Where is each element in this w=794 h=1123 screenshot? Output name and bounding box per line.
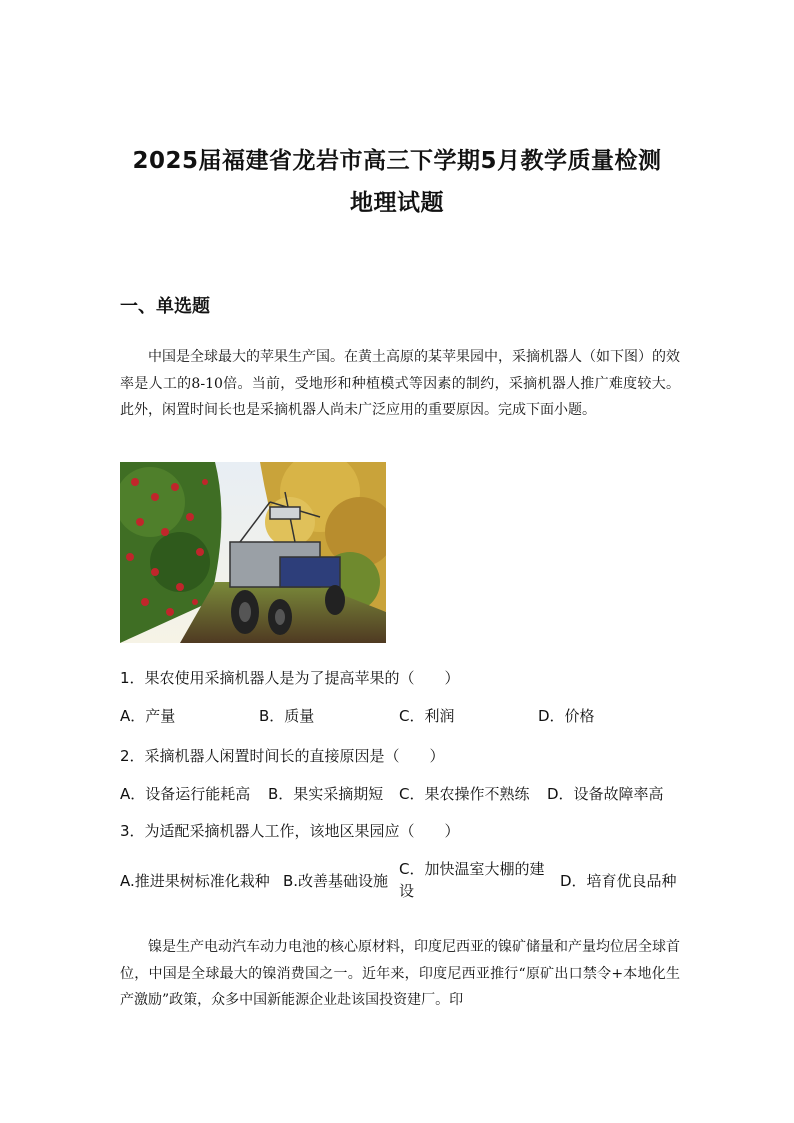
question-2-option-d: D．设备故障率高 (547, 785, 664, 803)
question-3-option-a: A.推进果树标准化栽种 (120, 872, 270, 890)
question-1-stem: 1．果农使用采摘机器人是为了提高苹果的（ ） (120, 669, 460, 687)
question-2-option-c: C．果农操作不熟练 (399, 785, 530, 803)
question-1-option-c: C．利润 (399, 707, 455, 725)
question-2-option-b: B．果实采摘期短 (268, 785, 384, 803)
question-3-stem: 3．为适配采摘机器人工作，该地区果园应（ ） (120, 822, 460, 840)
passage-1: 中国是全球最大的苹果生产国。在黄土高原的某苹果园中，采摘机器人（如下图）的效率是人工的8-10倍。当前，受地形和种植模式等因素的制约，采摘机器人推广难度较大。此外，闲置时间长也是采摘机器人尚未广泛应用的重要原因。完成下面小题。 (120, 349, 680, 418)
passage-2: 镍是生产电动汽车动力电池的核心原材料，印度尼西亚的镍矿储量和产量均位居全球首位，中国是全球最大的镍消费国之一。近年来，印度尼西亚推行“原矿出口禁令+本地化生产激励”政策，众多中国新能源企业赴该国投资建厂。印 (120, 939, 680, 1008)
question-3-option-c: C．加快温室大棚的建设 (399, 860, 545, 900)
question-2-option-a: A．设备运行能耗高 (120, 785, 251, 803)
question-1-option-b: B．质量 (259, 707, 315, 725)
question-3-option-b: B.改善基础设施 (283, 872, 389, 890)
question-1-option-d: D．价格 (538, 707, 595, 725)
section-heading: 一、单选题 (120, 296, 210, 317)
document-title-line1: 2025届福建省龙岩市高三下学期5月教学质量检测 (132, 148, 662, 174)
question-3-option-d: D．培育优良品种 (560, 872, 677, 890)
question-2-stem: 2．采摘机器人闲置时间长的直接原因是（ ） (120, 747, 445, 765)
apple-picking-robot-photo (120, 462, 386, 643)
document-title-line2: 地理试题 (350, 190, 444, 216)
question-1-option-a: A．产量 (120, 707, 176, 725)
apple-orchard-robot-illustration (120, 462, 386, 643)
